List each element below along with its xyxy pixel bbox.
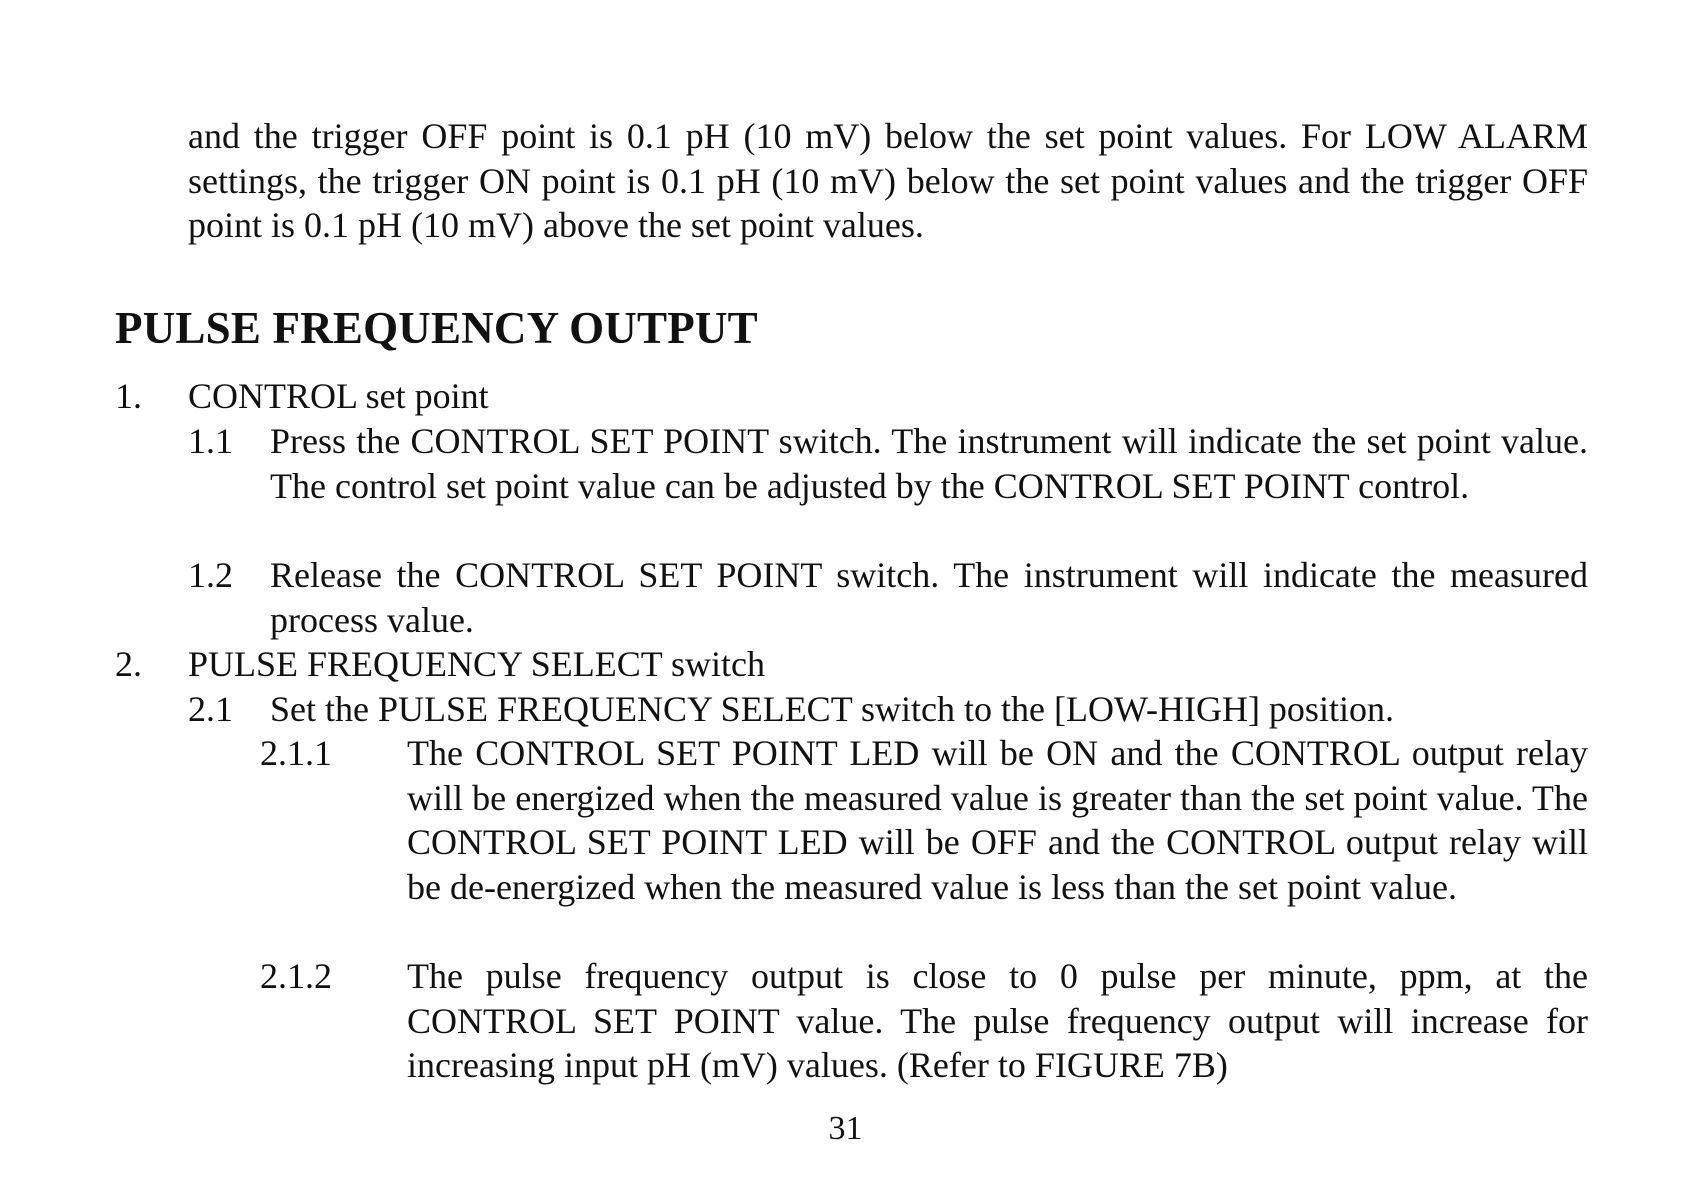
subsubitem-text: The CONTROL SET POINT LED will be ON and the CONTROL output relay will be energized when the measured value is greater than the set point value. The CONTROL SET POINT LED will be OFF and the CONTROL output relay will be de-energized when the measured value is less than the set point value.: [407, 733, 1588, 907]
subitem-number: 1.2: [188, 555, 233, 595]
subitem-text: Release the CONTROL SET POINT switch. The instrument will indicate the measured process value.: [270, 555, 1588, 640]
intro-paragraph: and the trigger OFF point is 0.1 pH (10 mV) below the set point values. For LOW ALARM settings, the trigger ON point is 0.1 pH (10 mV) below the set point values and the trigger OFF point is 0.1 pH (10 mV) above the set point values.: [188, 116, 1588, 246]
item-title: PULSE FREQUENCY SELECT switch: [188, 644, 766, 684]
subitem-text: Set the PULSE FREQUENCY SELECT switch to the [LOW-HIGH] position.: [270, 689, 1394, 729]
subsubitem-number: 2.1.2: [260, 956, 332, 996]
item-number: 2.: [115, 644, 142, 684]
section-heading: PULSE FREQUENCY OUTPUT: [115, 303, 758, 353]
subsubitem-number: 2.1.1: [260, 733, 332, 773]
item-number: 1.: [115, 376, 142, 416]
page-number: 31: [828, 1110, 863, 1147]
subitem-text: Press the CONTROL SET POINT switch. The instrument will indicate the set point value. The control set point value can be adjusted by the CONTROL SET POINT control.: [270, 421, 1588, 506]
subitem-number: 1.1: [188, 421, 233, 461]
subsubitem-text: The pulse frequency output is close to 0 pulse per minute, ppm, at the CONTROL SET POINT value. The pulse frequency output will increase for increasing input pH (mV) values. (Refer to FIGURE 7B): [407, 956, 1588, 1086]
subitem-number: 2.1: [188, 689, 233, 729]
item-title: CONTROL set point: [188, 376, 489, 416]
